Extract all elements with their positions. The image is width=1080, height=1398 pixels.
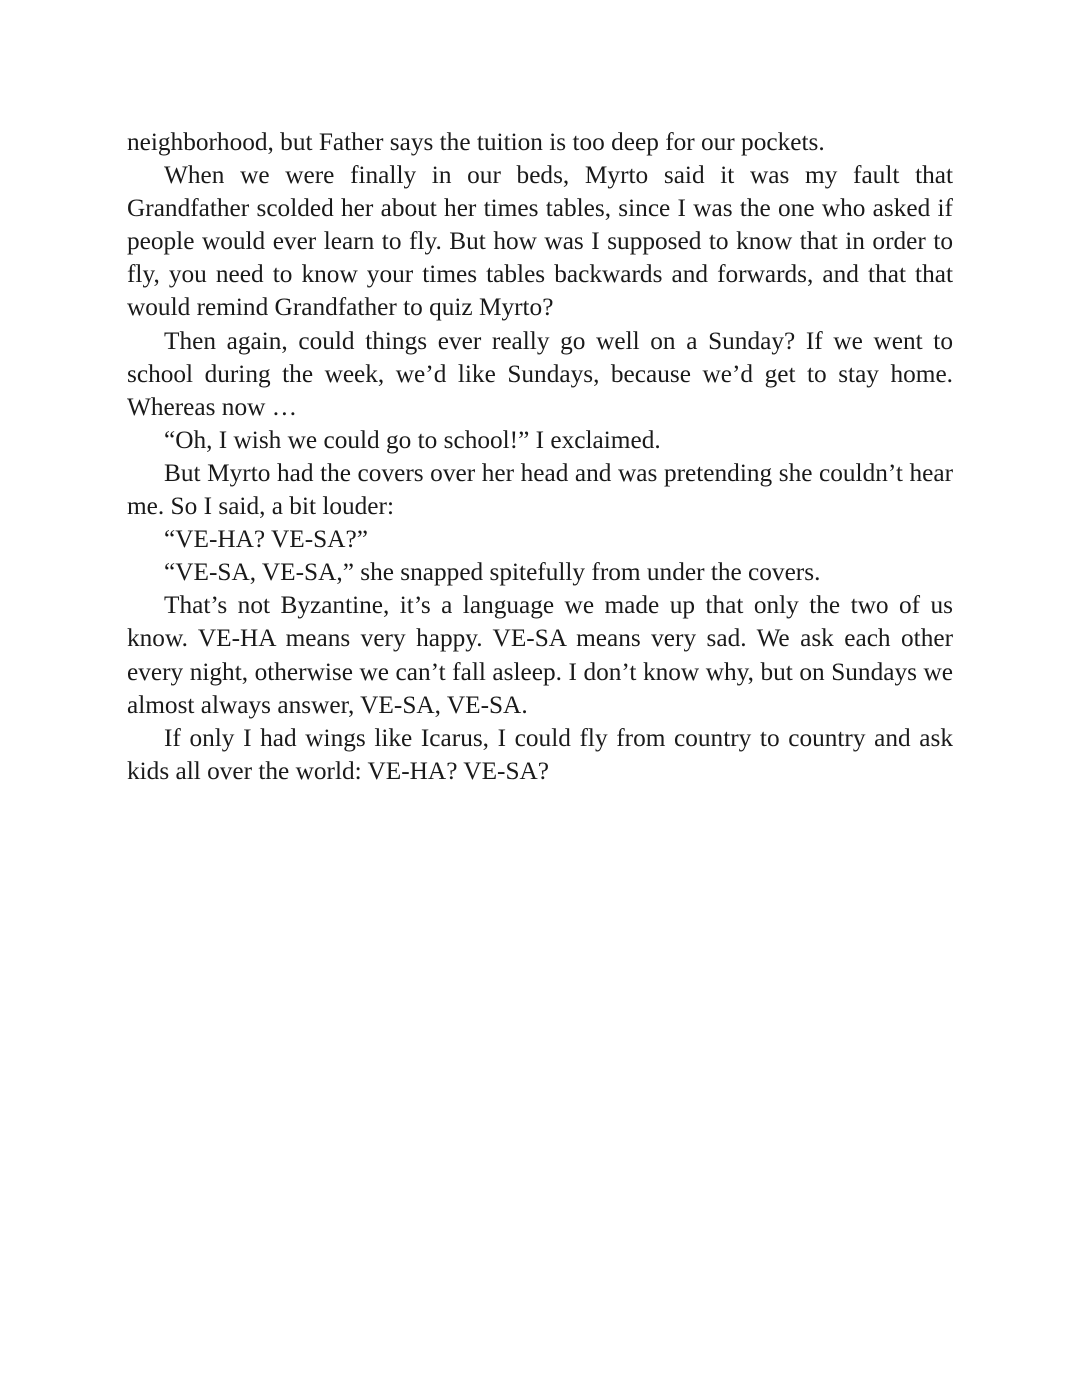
paragraph: Then again, could things ever really go well on a Sunday? If we went to school during the week, we’d like Sundays, because we’d get to stay home. Whereas now … bbox=[127, 326, 953, 421]
paragraph: “VE-SA, VE-SA,” she snapped spitefully from under the covers. bbox=[164, 558, 821, 587]
paragraph: That’s not Byzantine, it’s a language we made up that only the two of us know. VE-HA means very happy. VE-SA means very sad. We ask each other every night, otherwise we can’t fall asleep. I don’t know why, but on Sundays we almost always answer, VE-SA, VE-SA. bbox=[127, 591, 953, 719]
paragraph: When we were finally in our beds, Myrto said it was my fault that Grandfather scolded her about her times tables, since I was the one who asked if people would ever learn to fly. But how was I supposed to know that in order to fly, you need to know your times tables backwards and forwards, and that that would remind Grandfather to quiz Myrto? bbox=[127, 161, 953, 322]
paragraph: But Myrto had the covers over her head and was pretending she couldn’t hear me. So I said, a bit louder: bbox=[127, 458, 953, 521]
paragraph: “Oh, I wish we could go to school!” I exclaimed. bbox=[164, 425, 661, 454]
paragraph: If only I had wings like Icarus, I could fly from country to country and ask kids all over the world: VE-HA? VE-SA? bbox=[127, 723, 953, 785]
paragraph-continuation: neighborhood, but Father says the tuition is too deep for our pockets. bbox=[127, 128, 825, 156]
page-body bbox=[127, 126, 953, 788]
paragraph: “VE-HA? VE-SA?” bbox=[164, 525, 368, 554]
